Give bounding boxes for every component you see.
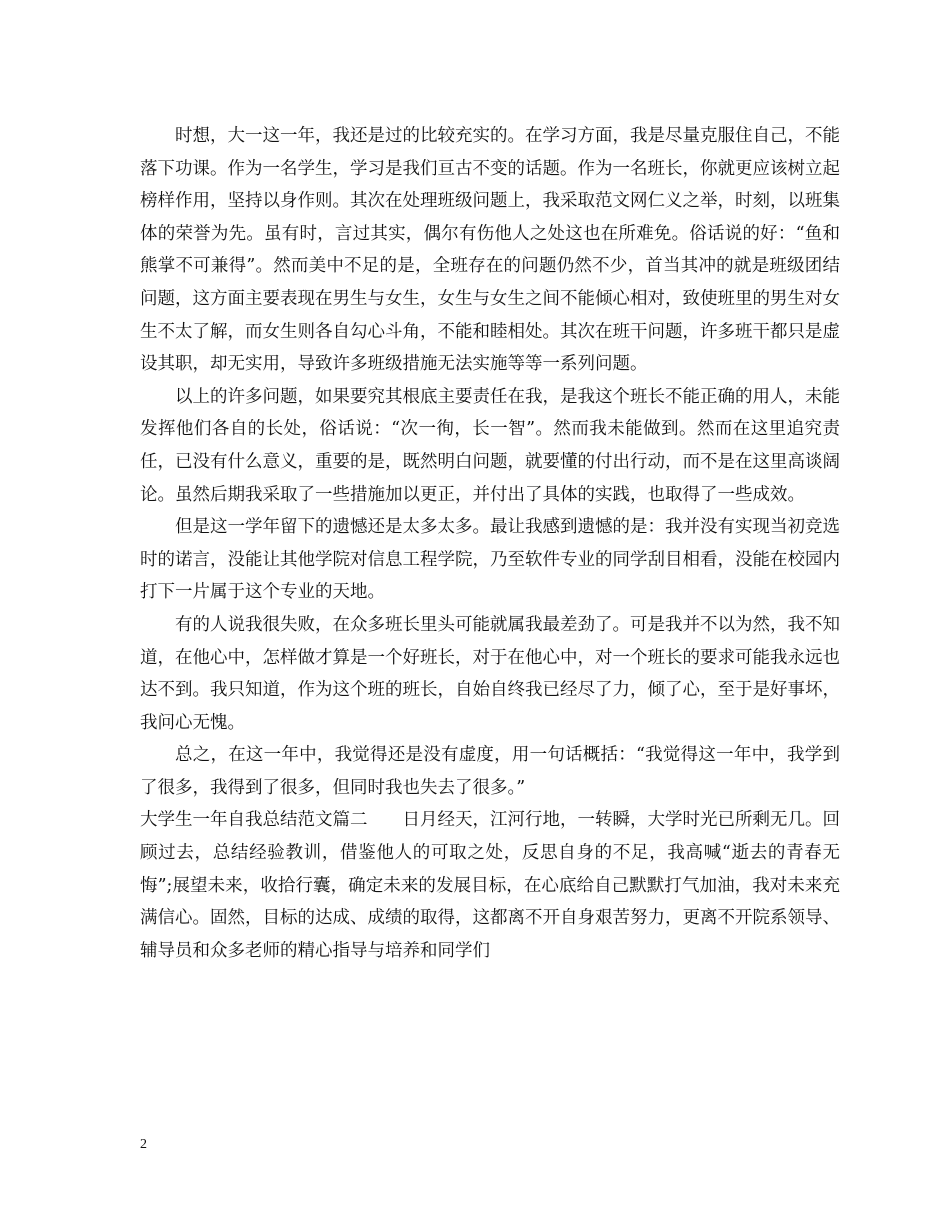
paragraph-responsibility: 以上的许多问题，如果要究其根底主要责任在我，是我这个班长不能正确的用人，未能发挥他们各自的长处，俗话说：“次一徇，长一智”。然而我未能做到。然而在这里追究责任，已没有什么意义，重要的是，既然明白问题，就要懂的付出行动，而不是在这里高谈阔论。虽然后期我采取了一些措施加以更正，并付出了具体的实践，也取得了一些成效。 [140, 386, 840, 505]
paragraph-regrets: 但是这一学年留下的遗憾还是太多太多。最让我感到遗憾的是：我并没有实现当初竞选时的诺言，没能让其他学院对信息工程学院，乃至软件专业的同学刮目相看，没能在校园内打下一片属于这个专业的天地。 [140, 517, 840, 603]
paragraph-summary: 总之，在这一年中，我觉得还是没有虚度，用一句话概括：“我觉得这一年中，我学到了很多，我得到了很多，但同时我也失去了很多。” [140, 745, 840, 798]
paragraph-essay-two: 大学生一年自我总结范文篇二 日月经天，江河行地，一转瞬，大学时光已所剩无几。回顾过去，总结经验教训，借鉴他人的可取之处，反思自身的不足，我高喊“逝去的青春无悔”;展望未来，收拾行囊，确定未来的发展目标，在心底给自己默默打气加油，我对未来充满信心。固然，目标的达成、成绩的取得，这都离不开自身艰苦努力，更离不开院系领导、辅导员和众多老师的精心指导与培养和同学们 [140, 810, 840, 961]
document-body [140, 120, 840, 967]
paragraph-class-monitor-reflection: 时想，大一这一年，我还是过的比较充实的。在学习方面，我是尽量克服住自己，不能落下功课。作为一名学生，学习是我们亘古不变的话题。作为一名班长，你就更应该树立起榜样作用，坚持以身作则。其次在处理班级问题上，我采取范文网仁义之举，时刻，以班集体的荣誉为先。虽有时，言过其实，偶尔有伤他人之处这也在所难免。俗话说的好：“鱼和熊掌不可兼得”。然而美中不足的是，全班存在的问题仍然不少，首当其冲的就是班级团结问题，这方面主要表现在男生与女生，女生与女生之间不能倾心相对，致使班里的男生对女生不太了解，而女生则各自勾心斗角，不能和睦相处。其次在班干问题，许多班干都只是虚设其职，却无实用，导致许多班级措施无法实施等等一系列问题。 [140, 126, 840, 375]
paragraph-criticism: 有的人说我很失败，在众多班长里头可能就属我最差劲了。可是我并不以为然，我不知道，在他心中，怎样做才算是一个好班长，对于在他心中，对一个班长的要求可能我永远也达不到。我只知道，作为这个班的班长，自始自终我已经尽了力，倾了心，至于是好事坏，我问心无愧。 [140, 614, 840, 733]
page-number: 2 [140, 1137, 147, 1152]
